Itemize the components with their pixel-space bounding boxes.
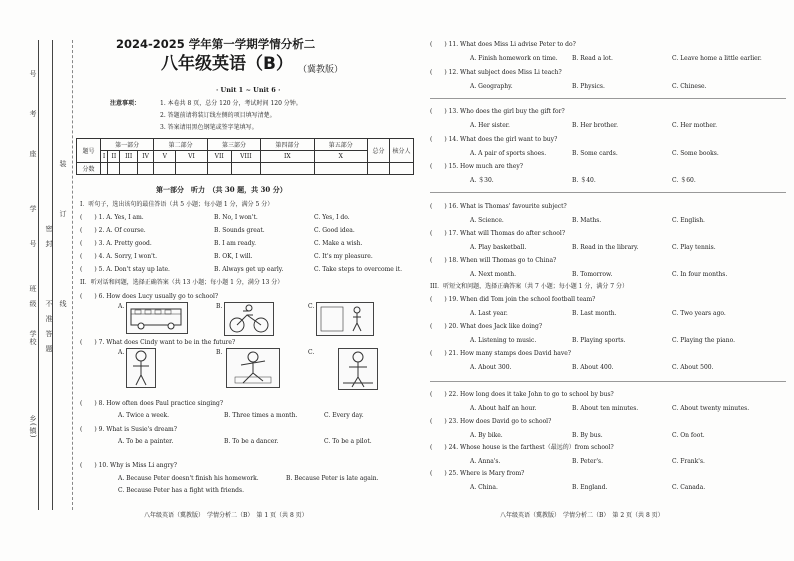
option-b: B. Read in the library.	[572, 244, 639, 251]
score-grader: 核分人	[390, 139, 414, 163]
question-16: ( ) 16. What is Thomas' favourite subject?	[430, 203, 567, 210]
margin-label: 学	[29, 205, 37, 213]
part1-title: 第一部分 听力 （共 30 题，共 30 分）	[156, 185, 287, 194]
option-c: C. Take steps to overcome it.	[314, 266, 402, 273]
score-numeral: IV	[137, 151, 154, 163]
option-b: B. Sounds great.	[214, 227, 265, 234]
margin-line	[52, 40, 53, 510]
option-b: B. Her brother.	[572, 122, 619, 129]
bus-icon	[127, 303, 187, 333]
option-c: C. Every day.	[324, 412, 364, 419]
option-b: B. By bus.	[572, 432, 603, 439]
option-b: B. Tomorrow.	[572, 271, 613, 278]
option-c: C. Because Peter has a fight with friends.	[118, 487, 244, 494]
right-page	[426, 0, 794, 561]
margin-label: 考	[29, 110, 37, 118]
exam-units: · Unit 1 ~ Unit 6 ·	[216, 86, 281, 94]
exam-edition: （冀教版）	[298, 65, 344, 75]
question-13: ( ) 13. Who does the girl buy the gift for?	[430, 108, 565, 115]
option-c: C. Two years ago.	[672, 310, 726, 317]
bike-picture	[224, 302, 274, 336]
margin-label: 座	[29, 150, 37, 158]
question-22: ( ) 22. How long does it take John to go to school by bus?	[430, 391, 614, 398]
margin-label: 准	[45, 315, 53, 323]
question-23: ( ) 23. How does David go to school?	[430, 418, 552, 425]
option-a: A. Twice a week.	[118, 412, 170, 419]
question-8: ( ) 8. How often does Paul practice singing?	[80, 400, 224, 407]
question-6: ( ) 6. How does Lucy usually go to school?	[80, 293, 219, 300]
option-b: B. Playing sports.	[572, 337, 626, 344]
option-c: C. Make a wish.	[314, 240, 363, 247]
question-20: ( ) 20. What does Jack like doing?	[430, 323, 543, 330]
divider	[430, 381, 786, 382]
pilot-icon	[339, 349, 377, 389]
question-14: ( ) 14. What does the girl want to buy?	[430, 136, 558, 143]
question-10: ( ) 10. Why is Miss Li angry?	[80, 462, 177, 469]
section3-instructions: III．听短文和问题，选择正确答案（共 7 小题；每小题 1 分，满分 7 分）	[430, 283, 629, 290]
option-a: A. ＄30.	[470, 177, 494, 184]
page-footer: 八年级英语（冀教版） 学情分析二（B） 第 2 页（共 8 页）	[500, 512, 664, 519]
option-c: C. Play tennis.	[672, 244, 716, 251]
score-cell[interactable]	[176, 163, 208, 175]
margin-label: 线	[59, 300, 67, 308]
score-numeral: VIII	[231, 151, 261, 163]
image-option-label: C.	[308, 303, 315, 310]
option-c: C. In four months.	[672, 271, 728, 278]
question-21: ( ) 21. How many stamps does David have?	[430, 350, 571, 357]
score-cell[interactable]	[231, 163, 261, 175]
score-part-header: 第四部分	[261, 139, 314, 151]
image-option-label: A.	[118, 303, 125, 310]
question-9: ( ) 9. What is Susie's dream?	[80, 426, 177, 433]
score-part-header: 第三部分	[207, 139, 260, 151]
question-5: ( ) 5. A. Don't stay up late.	[80, 266, 170, 273]
option-a: A. Anna's.	[470, 458, 501, 465]
option-b: B. Peter's.	[572, 458, 604, 465]
score-table	[76, 138, 414, 175]
question-3: ( ) 3. A. Pretty good.	[80, 240, 152, 247]
question-19: ( ) 19. When did Tom join the school football team?	[430, 296, 596, 303]
score-cell[interactable]	[390, 163, 414, 175]
question-1: ( ) 1. A. Yes, I am.	[80, 214, 144, 221]
score-cell[interactable]	[368, 163, 390, 175]
option-a: A. Finish homework on time.	[470, 55, 558, 62]
margin-label: 订	[59, 210, 67, 218]
question-25: ( ) 25. Where is Mary from?	[430, 470, 525, 477]
margin-label: 乡(镇)	[29, 415, 37, 439]
option-a: A. A pair of sports shoes.	[470, 150, 547, 157]
score-cell[interactable]	[314, 163, 367, 175]
question-18: ( ) 18. When will Thomas go to China?	[430, 257, 557, 264]
option-c: C. Frank's.	[672, 458, 705, 465]
question-4: ( ) 4. A. Sorry, I won't.	[80, 253, 158, 260]
question-11: ( ) 11. What does Miss Li advise Peter to do?	[430, 41, 576, 48]
divider	[430, 98, 786, 99]
option-c: C. Chinese.	[672, 83, 707, 90]
image-option-label: B.	[216, 303, 223, 310]
option-a: A. Listening to music.	[470, 337, 537, 344]
option-b: B. No, I won't.	[214, 214, 258, 221]
option-b: B. ＄40.	[572, 177, 596, 184]
score-numeral: III	[120, 151, 137, 163]
option-c: C. On foot.	[672, 432, 705, 439]
divider	[430, 192, 786, 193]
score-numeral: II	[108, 151, 120, 163]
option-b: B. Some cards.	[572, 150, 618, 157]
note-item: 3. 答案请用黑色钢笔或签字笔填写。	[160, 124, 258, 131]
left-page	[76, 0, 416, 561]
page-footer: 八年级英语（冀教版） 学情分析二（B） 第 1 页（共 8 页）	[144, 512, 308, 519]
margin-label: 封	[45, 240, 53, 248]
option-b: B. OK, I will.	[214, 253, 253, 260]
option-b: B. Last month.	[572, 310, 617, 317]
score-part-header: 第二部分	[154, 139, 207, 151]
option-c: C. Her mother.	[672, 122, 717, 129]
question-15: ( ) 15. How much are they?	[430, 163, 523, 170]
option-c: C. Canada.	[672, 484, 706, 491]
score-numeral: VII	[207, 151, 231, 163]
option-c: C. It's my pleasure.	[314, 253, 373, 260]
exam-subject: 八年级英语（B）	[161, 54, 293, 74]
option-b: B. Because Peter is late again.	[286, 475, 379, 482]
score-cell[interactable]	[120, 163, 137, 175]
option-a: A. Last year.	[470, 310, 508, 317]
option-c: C. Good idea.	[314, 227, 355, 234]
option-c: C. Some books.	[672, 150, 719, 157]
score-cell[interactable]	[137, 163, 154, 175]
bus-picture	[126, 302, 188, 334]
score-numeral: X	[314, 151, 367, 163]
binding-dashed-line	[72, 40, 73, 510]
option-b: B. About 400.	[572, 364, 614, 371]
margin-label: 装	[59, 160, 67, 168]
option-b: B. Read a lot.	[572, 55, 613, 62]
question-24: ( ) 24. Whose house is the farthest（最远的）from school?	[430, 444, 614, 451]
image-option-label: A.	[118, 349, 125, 356]
option-b: B. To be a dancer.	[224, 438, 279, 445]
person-icon	[127, 349, 155, 387]
score-numeral: I	[101, 151, 108, 163]
pilot-picture	[338, 348, 378, 390]
option-b: B. Three times a month.	[224, 412, 298, 419]
option-c: C. Yes, I do.	[314, 214, 350, 221]
exam-year-title: 2024-2025 学年第一学期学情分析二	[116, 37, 316, 51]
image-option-label: C.	[308, 349, 315, 356]
margin-label: 答	[45, 330, 53, 338]
option-c: C. English.	[672, 217, 705, 224]
margin-label: 密	[45, 225, 53, 233]
margin-label: 学校	[29, 330, 37, 346]
question-7: ( ) 7. What does Cindy want to be in the future?	[80, 339, 236, 346]
section2-instructions: II．听对话和问题，选择正确答案（共 13 小题；每小题 1 分，满分 13 分）	[80, 279, 284, 286]
margin-label: 不	[45, 300, 53, 308]
option-a: A. China.	[470, 484, 498, 491]
option-c: C. About 500.	[672, 364, 714, 371]
image-option-label: B.	[216, 349, 223, 356]
note-item: 1. 本卷共 8 页，总分 120 分，考试时间 120 分钟。	[160, 100, 302, 107]
margin-label: 班	[29, 285, 37, 293]
section1-instructions: I．听句子，选出该句的最佳答语（共 5 小题；每小题 1 分，满分 5 分）	[80, 201, 274, 208]
option-c: C. ＄60.	[672, 177, 696, 184]
margin-label: 号	[29, 70, 37, 78]
dancer-icon	[227, 349, 279, 387]
question-12: ( ) 12. What subject does Miss Li teach?	[430, 69, 562, 76]
score-cell[interactable]	[108, 163, 120, 175]
bike-icon	[225, 303, 273, 335]
option-b: B. Physics.	[572, 83, 605, 90]
option-a: A. Because Peter doesn't finish his homework.	[118, 475, 259, 482]
margin-label: 题	[45, 345, 53, 353]
option-b: B. About ten minutes.	[572, 405, 639, 412]
option-c: C. About twenty minutes.	[672, 405, 750, 412]
score-row-label: 分数	[77, 163, 101, 175]
margin-label: 号	[29, 240, 37, 248]
question-17: ( ) 17. What will Thomas do after school?	[430, 230, 566, 237]
option-a: A. To be a painter.	[118, 438, 174, 445]
margin-label: 级	[29, 300, 37, 308]
option-c: C. Leave home a little earlier.	[672, 55, 762, 62]
option-c: C. Playing the piano.	[672, 337, 735, 344]
score-part-header: 第一部分	[101, 139, 154, 151]
score-numeral: IX	[261, 151, 314, 163]
score-row-label: 题号	[77, 139, 101, 163]
score-total: 总分	[368, 139, 390, 163]
option-a: A. About half an hour.	[470, 405, 537, 412]
walking-picture	[316, 302, 374, 336]
option-a: A. About 300.	[470, 364, 512, 371]
margin-line	[38, 40, 39, 510]
painter-picture	[126, 348, 156, 388]
option-b: B. Always get up early.	[214, 266, 284, 273]
score-numeral: VI	[176, 151, 208, 163]
notes-label: 注意事项：	[110, 100, 141, 107]
option-b: B. Maths.	[572, 217, 602, 224]
option-a: A. Play basketball.	[470, 244, 527, 251]
option-a: A. Next month.	[470, 271, 516, 278]
walking-icon	[317, 303, 373, 335]
note-item: 2. 答题前请将装订线左侧的项目填写清楚。	[160, 112, 276, 119]
score-cell[interactable]	[261, 163, 314, 175]
dancer-picture	[226, 348, 280, 388]
binding-margin	[0, 0, 72, 561]
score-cell[interactable]	[101, 163, 108, 175]
option-c: C. To be a pilot.	[324, 438, 372, 445]
score-cell[interactable]	[207, 163, 231, 175]
option-a: A. Her sister.	[470, 122, 510, 129]
option-a: A. By bike.	[470, 432, 503, 439]
score-part-header: 第五部分	[314, 139, 367, 151]
score-numeral: V	[154, 151, 176, 163]
score-cell[interactable]	[154, 163, 176, 175]
option-a: A. Science.	[470, 217, 504, 224]
question-2: ( ) 2. A. Of course.	[80, 227, 146, 234]
option-a: A. Geography.	[470, 83, 513, 90]
option-b: B. England.	[572, 484, 608, 491]
option-b: B. I am ready.	[214, 240, 257, 247]
